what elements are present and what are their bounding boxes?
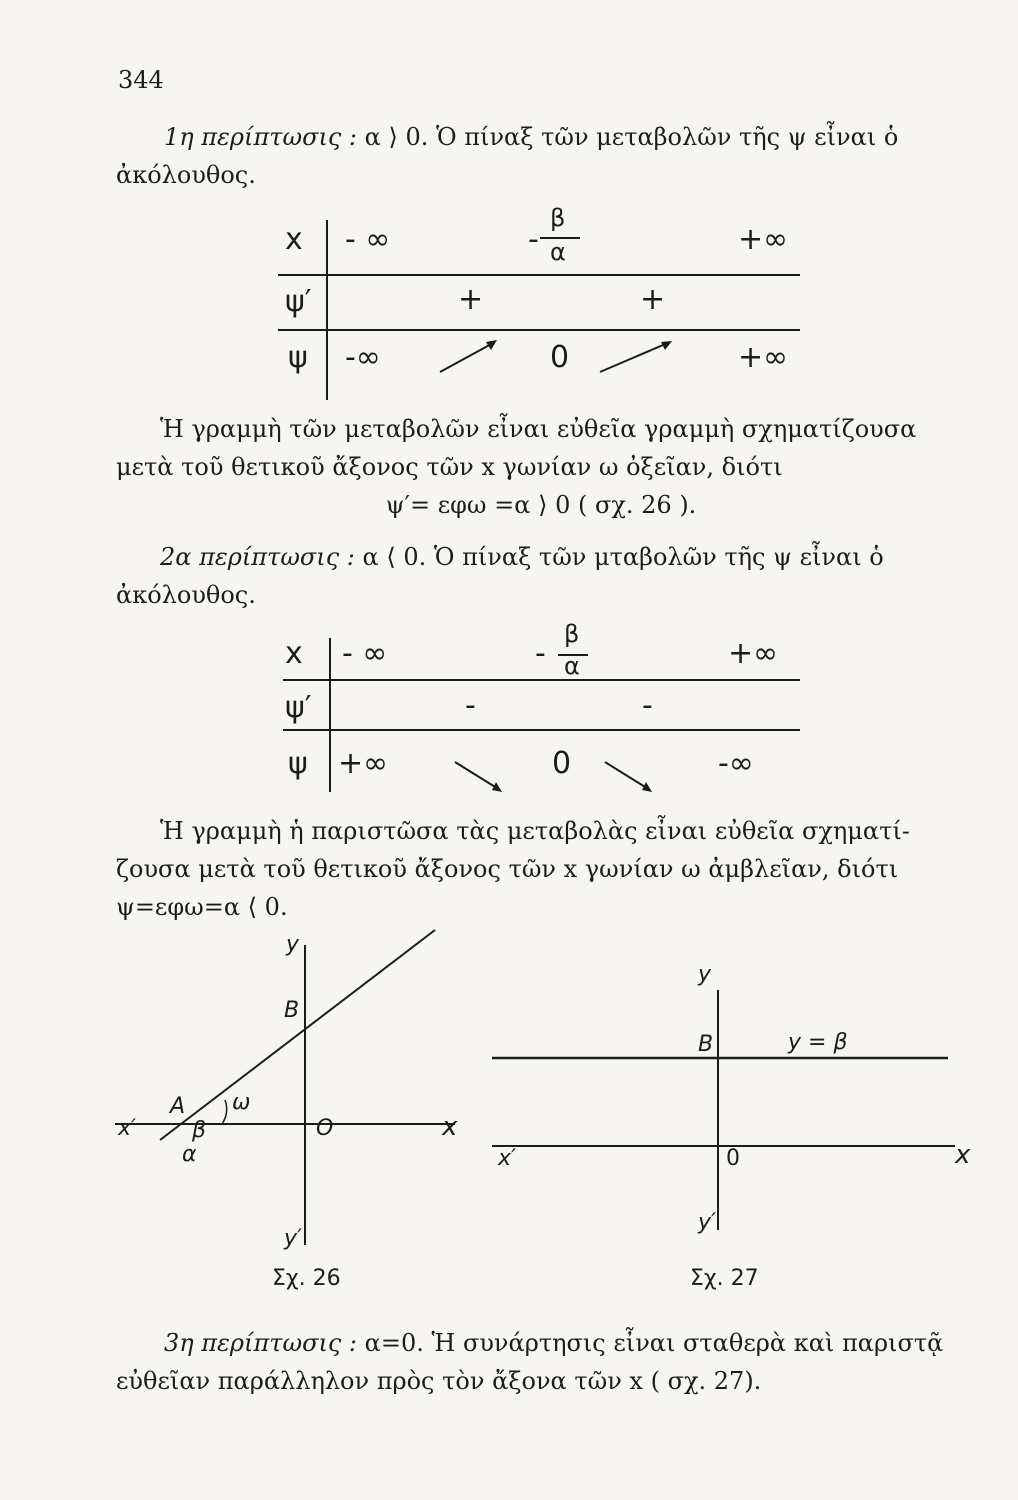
table1-psi-c1: -∞: [345, 340, 381, 375]
fig26-omega-label: ω: [232, 1090, 251, 1115]
para1-line1: Ἡ γραμμὴ τῶν μεταβολῶν εἶναι εὐθεῖα γραμμὴ σχηματίζουσα: [160, 415, 917, 443]
fig26-drawing: [115, 930, 458, 1245]
table1-x-c2-sign: -: [528, 222, 539, 257]
fig27-xp-label: x′: [498, 1146, 517, 1171]
table1-psi-c2: 0: [550, 340, 570, 375]
table2-psi-label: ψ: [288, 746, 308, 781]
fig27-drawing: [492, 990, 955, 1230]
fig27-y-label: y: [698, 962, 712, 987]
fig26-o-label: O: [316, 1116, 334, 1141]
para2-line3: ψ=εφω=α ⟨ 0.: [116, 893, 288, 921]
fig27-x-label: x: [955, 1140, 971, 1170]
fig26-x-label: x: [442, 1112, 458, 1142]
table2-x-label: x: [285, 636, 303, 671]
case1-paragraph-line2: ἀκόλουθος.: [116, 161, 256, 189]
fig26-alpha-label: α: [182, 1142, 197, 1167]
table2-psi-c2: 0: [552, 746, 572, 781]
fig26-angle-arc: [222, 1100, 227, 1124]
table2-x-c3: +∞: [728, 636, 779, 671]
case2-text: α ⟨ 0. Ὁ πίναξ τῶν μταβολῶν τῆς ψ εἶναι ὁ: [354, 543, 884, 571]
fig27-yp-label: y′: [698, 1210, 717, 1235]
case3-paragraph-line2: εὐθεῖαν παράλληλον πρὸς τὸν ἄξονα τῶν x ( σχ. 27).: [116, 1367, 762, 1395]
fig26-line: [160, 930, 435, 1140]
case3-text: α=0. Ἡ συνάρτησις εἶναι σταθερὰ καὶ παριστᾷ: [357, 1329, 944, 1357]
table2-dpsi-c1: -: [465, 688, 476, 723]
case3-paragraph: [116, 1324, 966, 1362]
case1-text: α ⟩ 0. Ὁ πίναξ τῶν μεταβολῶν τῆς ψ εἶναι ὁ: [357, 123, 899, 151]
table1-dpsi-label: ψ′: [285, 284, 312, 319]
fig27-b-label: B: [698, 1032, 714, 1057]
table2-dpsi-label: ψ′: [285, 690, 312, 725]
fig27-caption: Σχ. 27: [690, 1266, 759, 1291]
para1-line3: ψ′= εφω =α ⟩ 0 ( σχ. 26 ).: [385, 491, 697, 519]
table1-dpsi-c2: +: [640, 282, 666, 317]
fig26-caption: Σχ. 26: [272, 1266, 341, 1291]
table1-x-c2-num: β: [550, 204, 566, 232]
case2-paragraph-line2: ἀκόλουθος.: [116, 581, 256, 609]
table1-x-c3: +∞: [738, 222, 789, 257]
fig26-beta-label: β: [192, 1118, 207, 1143]
fig26-xp-label: x′: [118, 1116, 137, 1141]
table1-x-c2-den: α: [550, 238, 566, 266]
table2-psi-c3: -∞: [718, 746, 754, 781]
para2-line1: Ἡ γραμμὴ ἡ παριστῶσα τὰς μεταβολὰς εἶναι εὐθεῖα σχηματί-: [160, 817, 910, 845]
para2-line2: ζουσα μετὰ τοῦ θετικοῦ ἄξονος τῶν x γωνίαν ω ἀμβλεῖαν, διότι: [116, 855, 899, 883]
para1-line2: μετὰ τοῦ θετικοῦ ἄξονος τῶν x γωνίαν ω ὀξεῖαν, διότι: [116, 453, 783, 481]
fig26-y-label: y: [286, 932, 300, 957]
table2-x-c2-num: β: [564, 620, 580, 648]
fig26-a-label: A: [170, 1094, 186, 1119]
case2-label: 2α περίπτωσις :: [160, 543, 355, 571]
fig26-yp-label: y′: [284, 1226, 303, 1251]
page-number: 344: [118, 66, 164, 94]
fig27-eq-label: y = β: [788, 1030, 848, 1055]
fig26-b-label: B: [284, 998, 300, 1023]
case1-label: 1η περίπτωσις :: [164, 123, 358, 151]
case3-label: 3η περίπτωσις :: [164, 1329, 358, 1357]
table1-psi-c3: +∞: [738, 340, 789, 375]
table1-x-label: x: [285, 222, 303, 257]
table1-psi-label: ψ: [288, 340, 308, 375]
table2-x-c2-sign: -: [535, 636, 546, 671]
table1-dpsi-c1: +: [458, 282, 484, 317]
table1-x-c1: - ∞: [345, 222, 391, 257]
table2-x-c1: - ∞: [342, 636, 388, 671]
table2-x-c2-den: α: [564, 652, 580, 680]
fig27-o-label: 0: [726, 1146, 740, 1171]
table2-dpsi-c2: -: [642, 688, 653, 723]
table2-psi-c1: +∞: [338, 746, 389, 781]
